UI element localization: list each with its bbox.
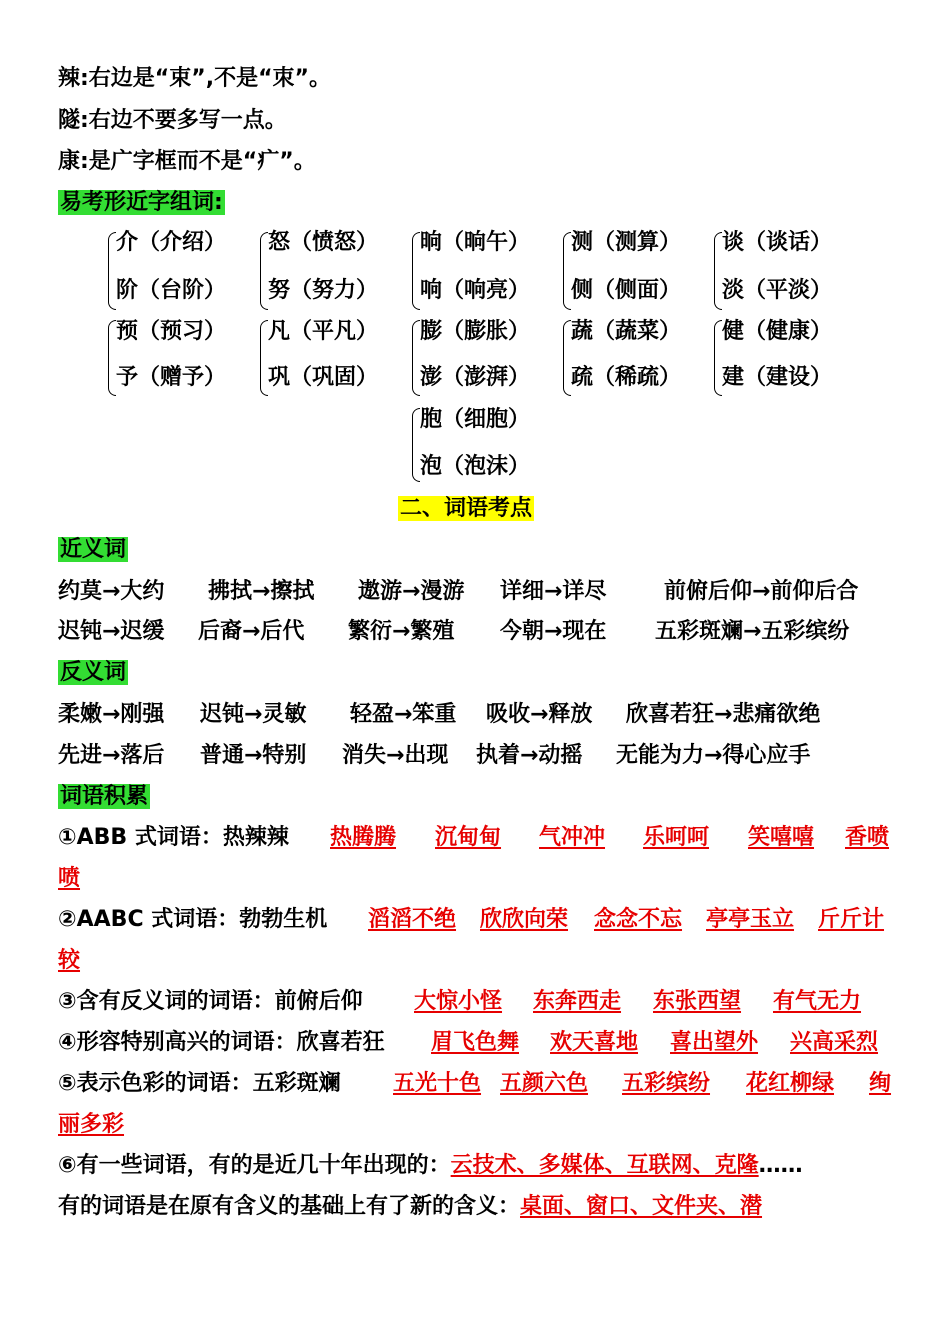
char-word: 凡（平凡）: [268, 319, 379, 344]
char-word: 预（预习）: [116, 319, 227, 344]
answer-word: 有气无力: [773, 989, 862, 1014]
accum-item-7: [58, 1192, 762, 1222]
char-word: 阶（台阶）: [116, 278, 227, 303]
answer-word: 热腾腾: [330, 825, 397, 850]
word-pair: 柔嫩→刚强: [58, 702, 165, 727]
note-line-3: 康:是广字框而不是“疒”。: [58, 149, 316, 174]
item-prefix: ①ABB 式词语：热辣辣: [58, 825, 289, 850]
item-prefix: ⑥有一些词语，有的是近几十年出现的：: [58, 1153, 451, 1178]
brace-icon: [412, 408, 420, 482]
char-word: 努（努力）: [268, 278, 379, 303]
brace-icon: [260, 320, 268, 396]
answer-word: 喜出望外: [670, 1030, 759, 1055]
answer-word: 斤斤计: [818, 907, 885, 932]
antonyms-heading: [58, 658, 128, 688]
section-similar-chars-label: 易考形近字组词:: [60, 190, 223, 215]
brace-icon: [563, 232, 571, 310]
item-suffix: ……: [758, 1153, 803, 1178]
note-line-2: 隧:右边不要多写一点。: [58, 108, 287, 133]
accum-heading: [58, 782, 150, 812]
char-word: 侧（侧面）: [571, 278, 682, 303]
answer-word: 乐呵呵: [643, 825, 710, 850]
word-pair: 普通→特别: [200, 743, 307, 768]
char-word: 谈（谈话）: [722, 230, 833, 255]
accum-item-6: [58, 1151, 803, 1181]
word-pair: 拂拭→擦拭: [208, 579, 315, 604]
answer-word: 念念不忘: [594, 907, 683, 932]
char-word: 怒（愤怒）: [268, 230, 379, 255]
char-word: 建（建设）: [722, 365, 833, 390]
word-pair: 前俯后仰→前仰后合: [664, 579, 859, 604]
char-word: 蔬（蔬菜）: [571, 319, 682, 344]
word-pair: 详细→详尽: [500, 579, 607, 604]
char-word: 疏（稀疏）: [571, 365, 682, 390]
word-pair: 吸收→释放: [486, 702, 593, 727]
section-title-2: [398, 494, 534, 524]
brace-icon: [260, 232, 268, 310]
char-word: 膨（膨胀）: [420, 319, 531, 344]
brace-icon: [412, 320, 420, 396]
answer-word: 眉飞色舞: [431, 1030, 520, 1055]
answer-word: 五彩缤纷: [622, 1071, 711, 1096]
answer-word: 丽多彩: [58, 1112, 125, 1137]
answer-word: 欢天喜地: [550, 1030, 639, 1055]
char-word: 测（测算）: [571, 230, 682, 255]
section-title-2-label: 二、词语考点: [400, 496, 533, 521]
word-pair: 后裔→后代: [198, 619, 305, 644]
char-word: 胞（细胞）: [420, 407, 531, 432]
word-pair: 消失→出现: [342, 743, 449, 768]
char-word: 晌（晌午）: [420, 230, 531, 255]
char-word: 介（介绍）: [116, 230, 227, 255]
accum-item-2-cont: [58, 946, 80, 976]
word-pair: 五彩斑斓→五彩缤纷: [655, 619, 850, 644]
brace-icon: [714, 232, 722, 310]
answer-word: 兴高采烈: [790, 1030, 879, 1055]
answer-word: 滔滔不绝: [368, 907, 457, 932]
brace-icon: [563, 320, 571, 396]
section-similar-chars: [58, 188, 225, 218]
word-pair: 先进→落后: [58, 743, 165, 768]
accum-item-5-cont: [58, 1110, 124, 1140]
brace-icon: [108, 232, 116, 310]
char-word: 响（响亮）: [420, 278, 531, 303]
synonyms-heading: [58, 535, 128, 565]
brace-icon: [412, 232, 420, 310]
answer-word: 桌面、窗口、文件夹、潜: [520, 1194, 763, 1219]
answer-word: 云技术、多媒体、互联网、克隆: [450, 1153, 759, 1178]
answer-word: 大惊小怪: [414, 989, 503, 1014]
brace-icon: [108, 320, 116, 396]
word-pair: 欣喜若狂→悲痛欲绝: [626, 702, 821, 727]
word-pair: 约莫→大约: [58, 579, 165, 604]
note-line-1: 辣:右边是“束”,不是“朿”。: [58, 66, 331, 91]
answer-word: 香喷: [845, 825, 890, 850]
item-prefix: ②AABC 式词语：勃勃生机: [58, 907, 328, 932]
word-pair: 迟钝→迟缓: [58, 619, 165, 644]
word-pair: 繁衍→繁殖: [348, 619, 455, 644]
answer-word: 较: [58, 948, 81, 973]
answer-word: 东张西望: [653, 989, 742, 1014]
antonyms-label: 反义词: [60, 660, 127, 685]
word-pair: 轻盈→笨重: [350, 702, 457, 727]
char-word: 予（赠予）: [116, 365, 227, 390]
answer-word: 花红柳绿: [746, 1071, 835, 1096]
word-pair: 迟钝→灵敏: [200, 702, 307, 727]
accum-label: 词语积累: [60, 784, 149, 809]
char-word: 巩（巩固）: [268, 365, 379, 390]
answer-word: 亭亭玉立: [706, 907, 795, 932]
word-pair: 今朝→现在: [500, 619, 607, 644]
answer-word: 沉甸甸: [435, 825, 502, 850]
item-prefix: ⑤表示色彩的词语：五彩斑斓: [58, 1071, 341, 1096]
item-prefix: 有的词语是在原有含义的基础上有了新的含义：: [58, 1194, 521, 1219]
char-word: 淡（平淡）: [722, 278, 833, 303]
item-prefix: ③含有反义词的词语：前俯后仰: [58, 989, 363, 1014]
word-pair: 遨游→漫游: [358, 579, 465, 604]
answer-word: 五光十色: [393, 1071, 482, 1096]
char-word: 澎（澎湃）: [420, 365, 531, 390]
synonyms-label: 近义词: [60, 537, 127, 562]
answer-word: 绚: [869, 1071, 892, 1096]
answer-word: 气冲冲: [539, 825, 606, 850]
answer-word: 笑嘻嘻: [748, 825, 815, 850]
word-pair: 无能为力→得心应手: [616, 743, 811, 768]
answer-word: 五颜六色: [500, 1071, 589, 1096]
answer-word: 东奔西走: [533, 989, 622, 1014]
answer-word: 欣欣向荣: [480, 907, 569, 932]
brace-icon: [714, 320, 722, 396]
char-word: 健（健康）: [722, 319, 833, 344]
answer-word: 喷: [58, 866, 81, 891]
char-word: 泡（泡沫）: [420, 454, 531, 479]
item-prefix: ④形容特别高兴的词语：欣喜若狂: [58, 1030, 385, 1055]
word-pair: 执着→动摇: [476, 743, 583, 768]
accum-item-1-cont: [58, 864, 80, 894]
